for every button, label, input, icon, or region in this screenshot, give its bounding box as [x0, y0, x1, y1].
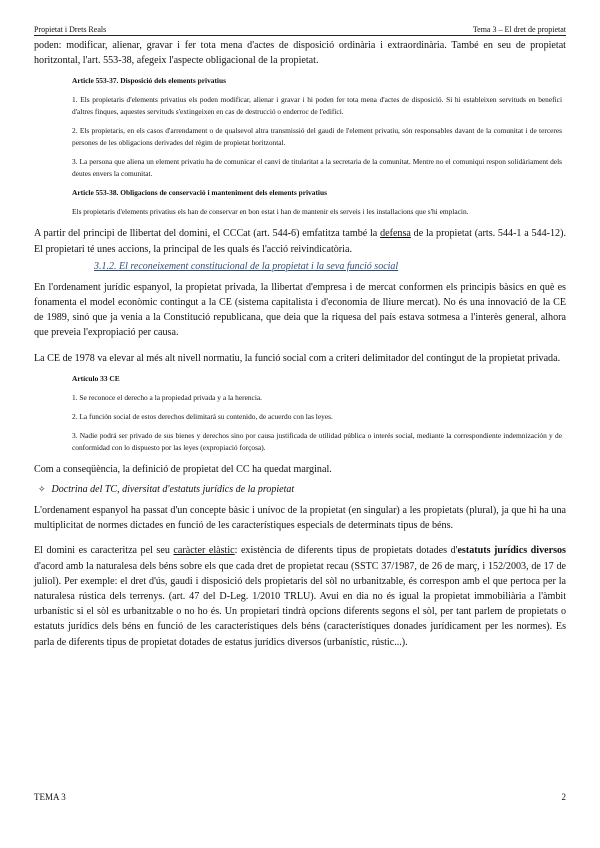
page-content: [34, 38, 566, 650]
quote-item: 1. Se reconoce el derecho a la propiedad privada y a la herencia.: [72, 392, 263, 402]
text-run: de la propietat (arts. 544-1 a 544-12). El propietari té unes accions, la principal de les quals és l'acció reivindicatòria.: [34, 228, 566, 255]
quote-item: 2. La función social de estos derechos delimitará su contenido, de acuerdo con las leyes.: [72, 411, 333, 421]
header-right: Tema 3 – El dret de propietat: [472, 25, 566, 34]
paragraph-ordenament: En l'ordenament jurídic espanyol, la propietat privada, la llibertat d'empresa i de mercat conformen els principis bàsics en què es fonamenta el model econòmic contingut a la CE (sistema capitalista i d'economia de lliure mercat). No és una innovació de la CE de 1989, sinó que ja venia a la Constitució republicana, que deia que la riquesa del país estava sotmesa a l'interès general, alhora que preveia l'expropiació per causa.: [34, 281, 566, 339]
text-run: A partir del principi de llibertat del domini, el CCCat (art. 544-6) emfatitza també la: [34, 228, 381, 240]
page-footer: [34, 792, 566, 802]
quote-item: 3. La persona que aliena un element privatiu ha de comunicar el canvi de titularitat a la secretaria de la comunitat. Mentre no el comuniqui respon solidàriament dels deutes envers la comunitat.: [72, 157, 562, 179]
text-run: d'acord amb la naturalesa dels béns sobre els que cada dret de propietat recau (SSTC 37/1987, de 26 de març, i 152/2003, de 17 de juliol). Per exemple: el dret d'ús, gaudi i disposició dels propietaris del sòl no urbanitzable, és correspon amb el que pertoca per la naturalesa rústica dels terrenys. (art. 47 del D-Leg. 1/2010 TRLU). Avui en dia no és igual la propietat immobiliària a l'àmbit urbanístic si el sòl es urbanitzable o no ho és. Un propietari tindrà opcions diferents segons el sòl, per tant parlem de propietats o estatuts jurídics dels béns en funció de les característiques dels béns (característiques donades jurídicament per les normes). Es parla de diferents tipus de propietat dotades de estatus jurídics diversos (urbanístic, rústic...).: [34, 560, 566, 648]
paragraph-intro: poden: modificar, alienar, gravar i fer tota mena d'actes de disposició ordinària i extraordinària. També en seu de propietat horitzontal, l'art. 553-38, afegeix l'aspecte obligacional de la propietat.: [34, 40, 566, 67]
paragraph-domini-elastic: [34, 543, 566, 649]
bold-term: estatuts jurídics diversos: [457, 545, 566, 557]
quote-item: 3. Nadie podrá ser privado de sus bienes y derechos sino por causa justificada de utilidad pública o interés social, mediante la correspondiente indemnización y de conformidad con lo dispuesto por las leyes (expropiació forçosa).: [72, 430, 562, 452]
quote-heading: Article 553-37. Disposició dels elements privatius: [72, 76, 226, 86]
paragraph-defensa: [34, 226, 566, 256]
header-left: Propietat i Drets Reals: [34, 25, 107, 34]
quote-item: 2. Els propietaris, en els casos d'arrendament o de qualsevol altra transmissió del gaudi de l'element privatiu, són responsables davant de la comunitat i de terceres persones de les obligacions derivades del règim de propietat horitzontal.: [72, 126, 562, 148]
paragraph-ce-1978: La CE de 1978 va elevar al més alt nivell normatiu, la funció social com a criteri delimitador del contingut de la propietat privada.: [34, 352, 561, 364]
footer-left: TEMA 3: [34, 792, 66, 802]
quote-article-553: [72, 75, 562, 218]
quote-heading: Article 553-38. Obligacions de conservació i manteniment dels elements privatius: [72, 188, 327, 198]
paragraph-consequencia: Com a conseqüència, la definició de propietat del CC ha quedat marginal.: [34, 463, 332, 475]
quote-item: Els propietaris d'elements privatius els han de conservar en bon estat i han de mantenir els serveis i les installacions que s'hi emplacin.: [72, 207, 469, 217]
text-run: : existència de diferents tipus de propietats dotades d': [234, 545, 458, 557]
subheading-doctrina: [38, 484, 566, 495]
paragraph-propietats: L'ordenament espanyol ha passat d'un concepte bàsic i unívoc de la propietat (en singular) a les propietats (plural), ja que hi ha una multiplicitat de normes dictades en funció de les característiques especials de determinats tipus de béns.: [34, 505, 566, 532]
text-run: El domini es caracteritza pel seu: [34, 545, 174, 557]
underlined-term: caràcter elàstic: [173, 545, 235, 557]
quote-heading: Artículo 33 CE: [72, 373, 120, 383]
page-header: [34, 20, 566, 36]
subheading-text: Doctrina del TC, diversitat d'estatuts jurídics de la propietat: [51, 484, 295, 496]
page-number: 2: [561, 792, 566, 802]
section-heading: 3.1.2. El reconeixement constitucional de la propietat i la seva funció social: [94, 260, 399, 272]
diamond-bullet-icon: ✧: [38, 484, 46, 495]
quote-item: 1. Els propietaris d'elements privatius els poden modificar, alienar i gravar i hi poden fer tota mena d'actes de disposició. Si hi estableixen servituds en benefici d'altres finques, aquestes servituds s'extingeixen en cas de destrucció o enderroc de l'edifici.: [72, 95, 562, 117]
quote-article-33: [72, 373, 562, 454]
underlined-term: defensa: [380, 228, 411, 240]
